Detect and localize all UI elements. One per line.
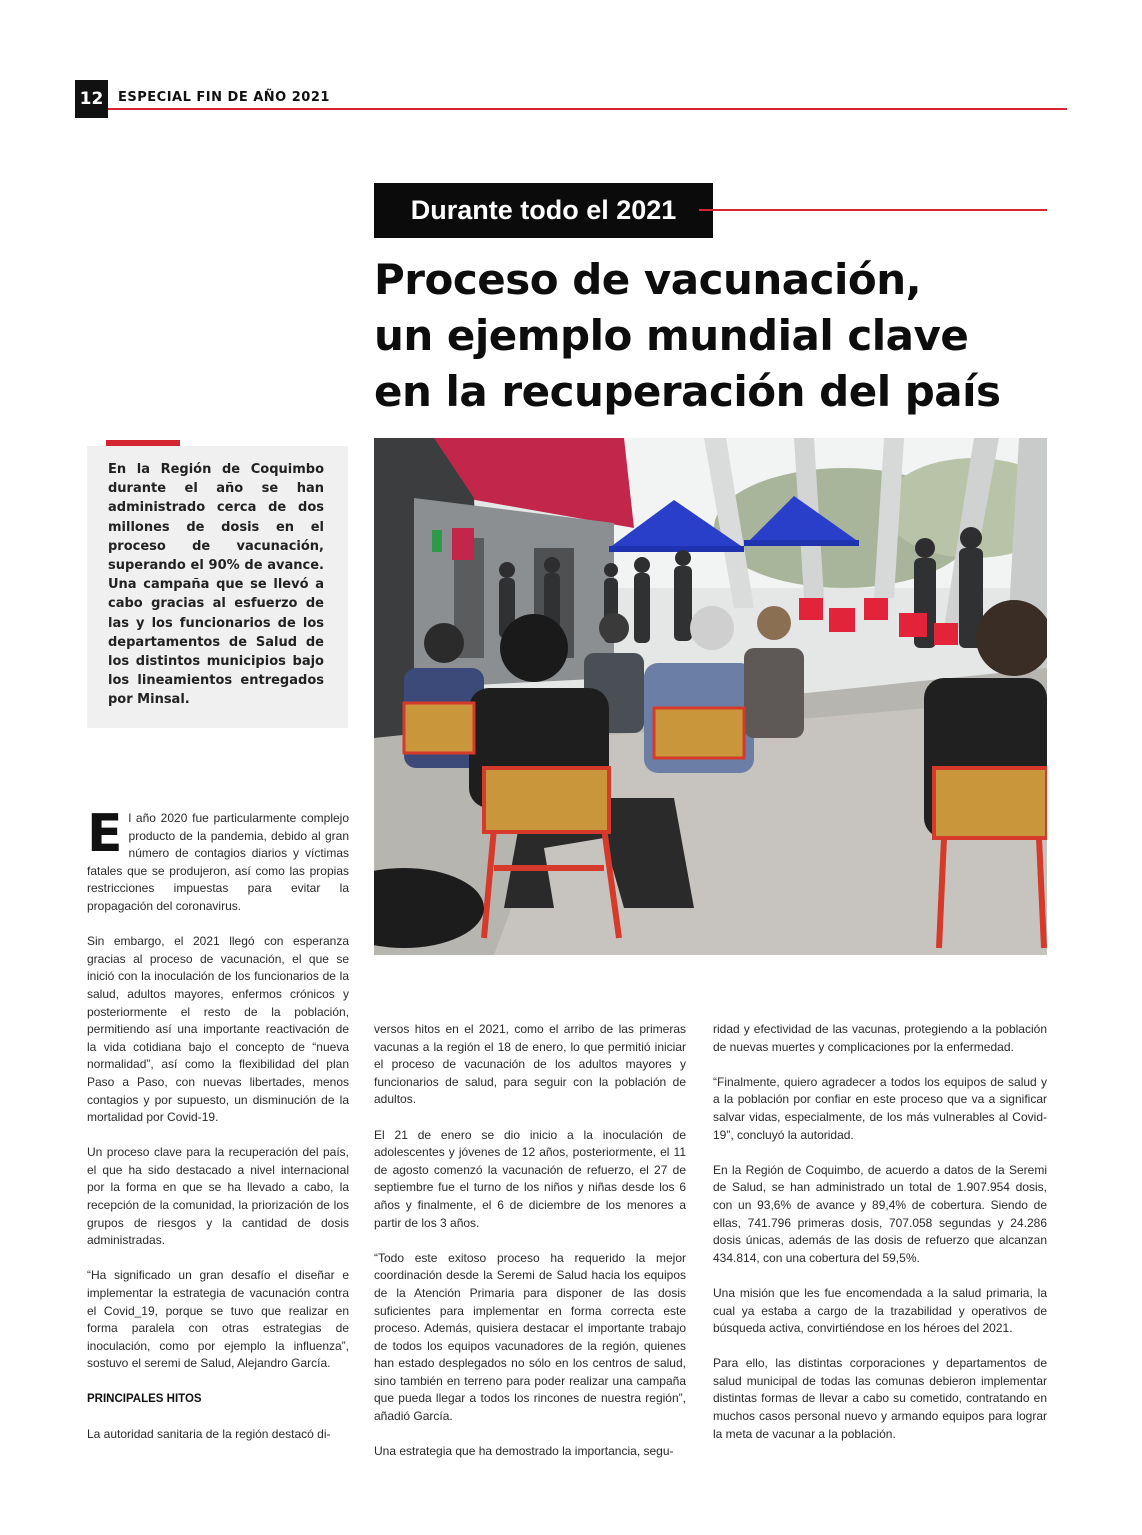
paragraph: El 21 de enero se dio inicio a la inoculación de adolescentes y jóvenes de 12 años, posteriormente, el 11 de agosto comenzó la vacunación de refuerzo, el 27 de septiembre fue el turno de los niños y niñas desde los 6 años y finalmente, el 6 de diciembre de los menores a partir de los 3 años. [374, 1127, 686, 1230]
body-column-3 [713, 1021, 1047, 1461]
paragraph: “Finalmente, quiero agradecer a todos los equipos de salud y a la población por confiar en este proceso que va a significar salvar vidas, especialmente, de los más vulnerables al Covid-19”, concluyó la autoridad. [713, 1074, 1047, 1142]
page-number: 12 [75, 80, 108, 118]
headline [374, 252, 1064, 420]
drop-cap: E [87, 804, 123, 864]
paragraph: Un proceso clave para la recuperación del país, el que ha sido destacado a nivel internacional por la forma en que se ha llevado a cabo, la recepción de la comunidad, la priorización de los grupos de riesgos y la cantidad de dosis administradas. [87, 1145, 349, 1248]
paragraph [87, 804, 349, 916]
paragraph: Sin embargo, el 2021 llegó con esperanza gracias al proceso de vacunación, el que se inició con la inoculación de los funcionarios de la salud, adultos mayores, enfermos crónicos y posteriormente el resto de la población, permitiendo así una importante reactivación de la vida cotidiana bajo el concepto de “nueva normalidad”, así como la flexibilidad del plan Paso a Paso, con nuevas libertades, menos contagios y por supuesto, un disminución de la mortalidad por Covid-19. [87, 934, 349, 1125]
vaccination-center-photo [374, 438, 1047, 955]
headline-line-1: Proceso de vacunación, [374, 255, 922, 304]
lead-text: En la Región de Coquimbo durante el año se han administrado cerca de dos millones de dosis en el proceso de vacunación, superando el 90% de avance. Una campaña que se llevó a cabo gracias al esfuerzo de las y los funcionarios de los departamentos de Salud de los distintos municipios bajo los lineamientos entregados por Minsal. [108, 462, 324, 708]
body-column-2 [374, 1021, 686, 1478]
kicker-rule [699, 209, 1047, 211]
kicker: Durante todo el 2021 [374, 183, 713, 238]
paragraph: Una misión que les fue encomendada a la salud primaria, la cual ya estaba a cargo de la trazabilidad y operativos de búsqueda activa, convirtiéndose en los héroes del 2021. [713, 1285, 1047, 1336]
lead-box [87, 446, 348, 728]
body-column-1 [87, 804, 349, 1461]
paragraph: “Todo este exitoso proceso ha requerido la mejor coordinación desde la Seremi de Salud hacia los equipos de la Atención Primaria para disponer de las dosis suficientes para implementar en forma correcta este proceso. Además, quisiera destacar el importante trabajo de todos los equipos vacunadores de la región, quienes han estado desplegados no sólo en los centros de salud, sino también en terreno para poder realizar una campaña que pueda llegar a todos los rincones de nuestra región”, añadió García. [374, 1250, 686, 1424]
headline-line-2: un ejemplo mundial clave [374, 311, 969, 360]
paragraph: En la Región de Coquimbo, de acuerdo a datos de la Seremi de Salud, se han administrado un total de 1.907.954 dosis, con un 93,6% de avance y 89,4% de cobertura. Siendo de ellas, 741.796 primeras dosis, 707.058 segundas y 24.286 dosis únicas, además de las dosis de refuerzo que alcanzan 434.814, con una cobertura del 59,5%. [713, 1162, 1047, 1265]
photo-illustration [374, 438, 1047, 955]
paragraph: Una estrategia que ha demostrado la importancia, segu- [374, 1444, 674, 1459]
header-rule [108, 108, 1067, 110]
paragraph: ridad y efectividad de las vacunas, protegiendo a la población de nuevas muertes y complicaciones por la enfermedad. [713, 1022, 1047, 1054]
subheading: PRINCIPALES HITOS [87, 1392, 202, 1405]
paragraph: “Ha significado un gran desafío el diseñar e implementar la estrategia de vacunación contra el Covid_19, porque se tuvo que realizar en forma paralela con otras estrategias de inoculación, como por ejemplo la influenza”, sostuvo el seremi de Salud, Alejandro García. [87, 1268, 349, 1371]
paragraph-text: l año 2020 fue particularmente complejo producto de la pandemia, debido al gran número de contagios diarios y víctimas fatales que se produjeron, así como las propias restricciones impuestas para evitar la propagación del coronavirus. [87, 811, 349, 913]
paragraph: versos hitos en el 2021, como el arribo de las primeras vacunas a la región el 18 de enero, lo que permitió iniciar el proceso de vacunación de los adultos mayores y funcionarios de salud, para seguir con la población de adultos. [374, 1022, 686, 1107]
headline-line-3: en la recuperación del país [374, 367, 1001, 416]
paragraph: La autoridad sanitaria de la región destacó di- [87, 1426, 331, 1441]
paragraph: Para ello, las distintas corporaciones y departamentos de salud municipal de todas las comunas debieron implementar distintas formas de llevar a cabo su cometido, contratando en muchos casos personal nuevo y armando equipos para lograr la meta de vacunar a la población. [713, 1356, 1047, 1441]
section-title: ESPECIAL FIN DE AÑO 2021 [118, 90, 330, 105]
